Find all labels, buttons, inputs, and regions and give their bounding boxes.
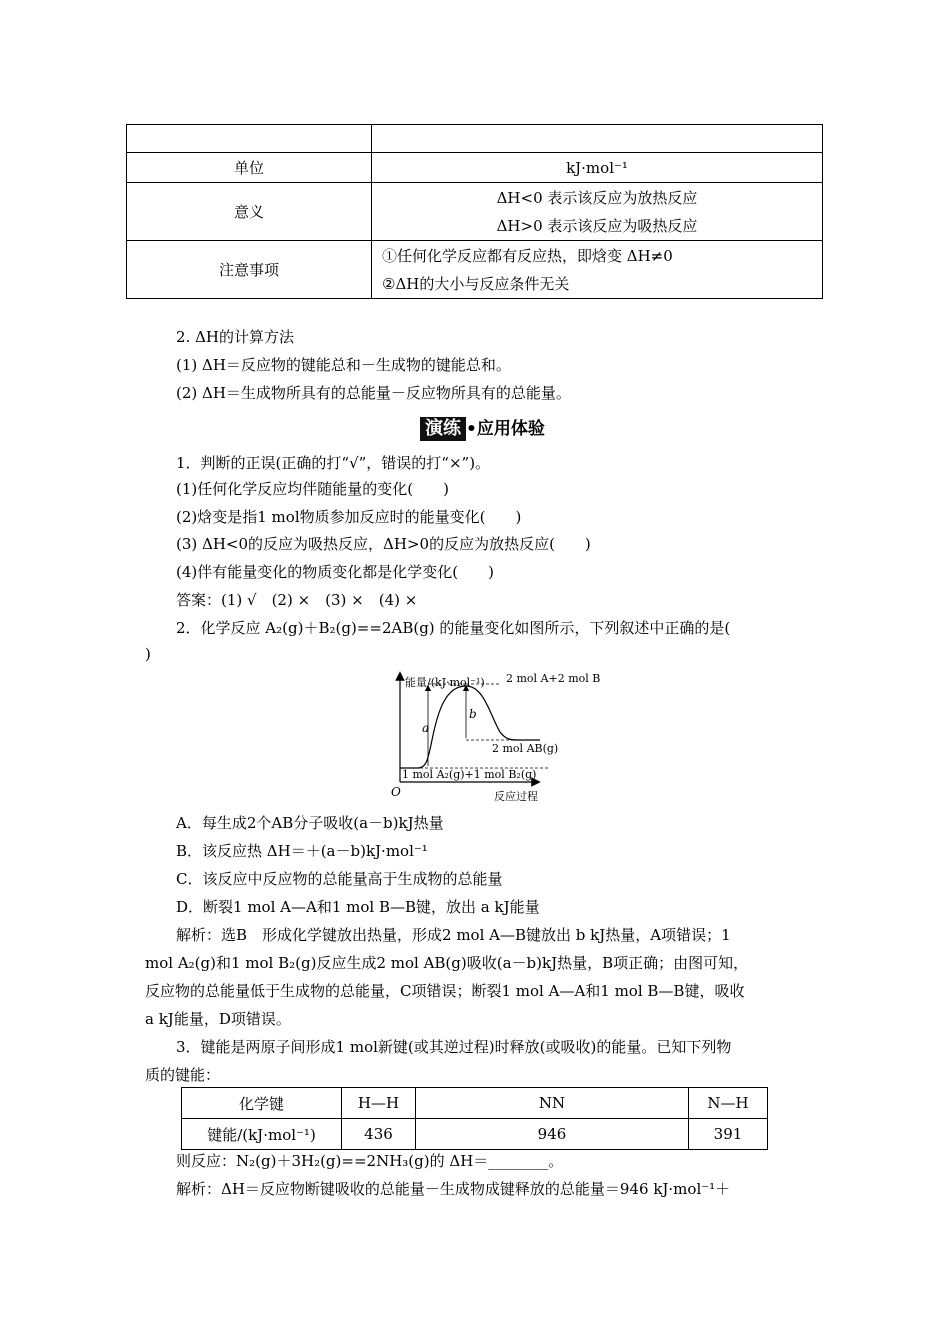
bond-energy-table xyxy=(181,1087,768,1150)
notes-cell xyxy=(372,241,823,299)
section-title: •应用体验 xyxy=(466,419,545,439)
meaning-cell xyxy=(372,183,823,241)
calc-title: 2. ΔH的计算方法 xyxy=(176,328,294,346)
bond-energy-value: 436 xyxy=(342,1119,416,1150)
q2-analysis-line: mol A₂(g)和1 mol B₂(g)反应生成2 mol AB(g)吸收(a－b)kJ热量，B项正确；由图可知， xyxy=(145,954,749,972)
table-row xyxy=(127,241,823,299)
bond-header: N—H xyxy=(689,1088,768,1119)
q3-question: 则反应：N₂(g)＋3H₂(g)==2NH₃(g)的 ΔH＝________。 xyxy=(176,1152,564,1170)
table-header-cell xyxy=(372,125,823,153)
meaning-line: ΔH>0 表示该反应为吸热反应 xyxy=(496,216,698,235)
bond-energy-value: 391 xyxy=(689,1119,768,1150)
q2-analysis-line: 反应物的总能量低于生成物的总能量，C项错误；断裂1 mol A—A和1 mol B—B键，吸收 xyxy=(145,982,745,1000)
energy-curve xyxy=(400,686,540,768)
q3-stem: 3．键能是两原子间形成1 mol新键(或其逆过程)时释放(或吸收)的能量。已知下列物 xyxy=(176,1038,732,1056)
section-badge: 演练 xyxy=(420,417,466,441)
calc-line-2: (2) ΔH＝生成物所具有的总能量－反应物所具有的总能量。 xyxy=(176,384,571,402)
bond-energy-label: 键能/(kJ·mol⁻¹) xyxy=(182,1119,342,1150)
q1-item: (3) ΔH<0的反应为吸热反应，ΔH>0的反应为放热反应( ) xyxy=(176,535,591,553)
energy-diagram xyxy=(388,670,608,808)
q1-answer: 答案：(1) √ (2) × (3) × (4) × xyxy=(176,591,418,609)
top-level-label: 2 mol A+2 mol B xyxy=(506,672,601,685)
option-d: D．断裂1 mol A—A和1 mol B—B键，放出 a kJ能量 xyxy=(176,898,540,916)
q1-stem: 1．判断的正误(正确的打“√”，错误的打“×”)。 xyxy=(176,454,491,472)
b-label: b xyxy=(469,707,477,721)
table-row xyxy=(127,183,823,241)
calc-line-1: (1) ΔH＝反应物的键能总和－生成物的键能总和。 xyxy=(176,356,511,374)
row-label-meaning: 意义 xyxy=(127,183,372,241)
meaning-line: ΔH<0 表示该反应为放热反应 xyxy=(496,188,698,207)
row-label-unit: 单位 xyxy=(127,153,372,183)
table-row xyxy=(182,1119,768,1150)
q3-analysis: 解析：ΔH＝反应物断键吸收的总能量－生成物成键释放的总能量＝946 kJ·mol⁻¹＋ xyxy=(176,1180,731,1198)
x-axis-label: 反应过程 xyxy=(494,790,538,803)
q3-stem-cont: 质的键能： xyxy=(145,1066,221,1084)
unit-value: kJ·mol⁻¹ xyxy=(372,153,823,183)
table-header-cell xyxy=(127,125,372,153)
row-label-notes: 注意事项 xyxy=(127,241,372,299)
option-a: A．每生成2个AB分子吸收(a－b)kJ热量 xyxy=(176,814,444,832)
bond-header: H—H xyxy=(342,1088,416,1119)
y-axis-label: 能量/(kJ·mol⁻¹) xyxy=(405,676,485,689)
a-label: a xyxy=(422,721,430,735)
note-line: ①任何化学反应都有反应热，即焓变 ΔH≠0 xyxy=(382,246,673,265)
q1-item: (2)焓变是指1 mol物质参加反应时的能量变化( ) xyxy=(176,508,522,526)
q1-item: (1)任何化学反应均伴随能量的变化( ) xyxy=(176,480,449,498)
q2-stem: 2．化学反应 A₂(g)＋B₂(g)==2AB(g) 的能量变化如图所示，下列叙述中正确的是( xyxy=(176,619,731,637)
bond-energy-value: 946 xyxy=(416,1119,689,1150)
option-c: C．该反应中反应物的总能量高于生成物的总能量 xyxy=(176,870,503,888)
q2-analysis-line: a kJ能量，D项错误。 xyxy=(145,1010,291,1028)
table-row xyxy=(127,153,823,183)
option-b: B．该反应热 ΔH＝＋(a－b)kJ·mol⁻¹ xyxy=(176,842,428,860)
q2-analysis-line: 解析：选B 形成化学键放出热量，形成2 mol A—B键放出 b kJ热量，A项错误；1 xyxy=(176,926,731,944)
product-label: 2 mol AB(g) xyxy=(492,742,559,755)
bond-header: NN xyxy=(416,1088,689,1119)
note-line: ②ΔH的大小与反应条件无关 xyxy=(382,274,570,293)
table-header-row xyxy=(182,1088,768,1119)
reactant-label: 1 mol A₂(g)+1 mol B₂(g) xyxy=(402,768,537,781)
origin-label: O xyxy=(391,785,401,799)
enthalpy-table xyxy=(126,124,823,299)
q2-stem-end: ) xyxy=(145,645,151,663)
q1-item: (4)伴有能量变化的物质变化都是化学变化( ) xyxy=(176,563,494,581)
section-heading xyxy=(420,414,545,441)
table-header-row xyxy=(127,125,823,153)
bond-header: 化学键 xyxy=(182,1088,342,1119)
